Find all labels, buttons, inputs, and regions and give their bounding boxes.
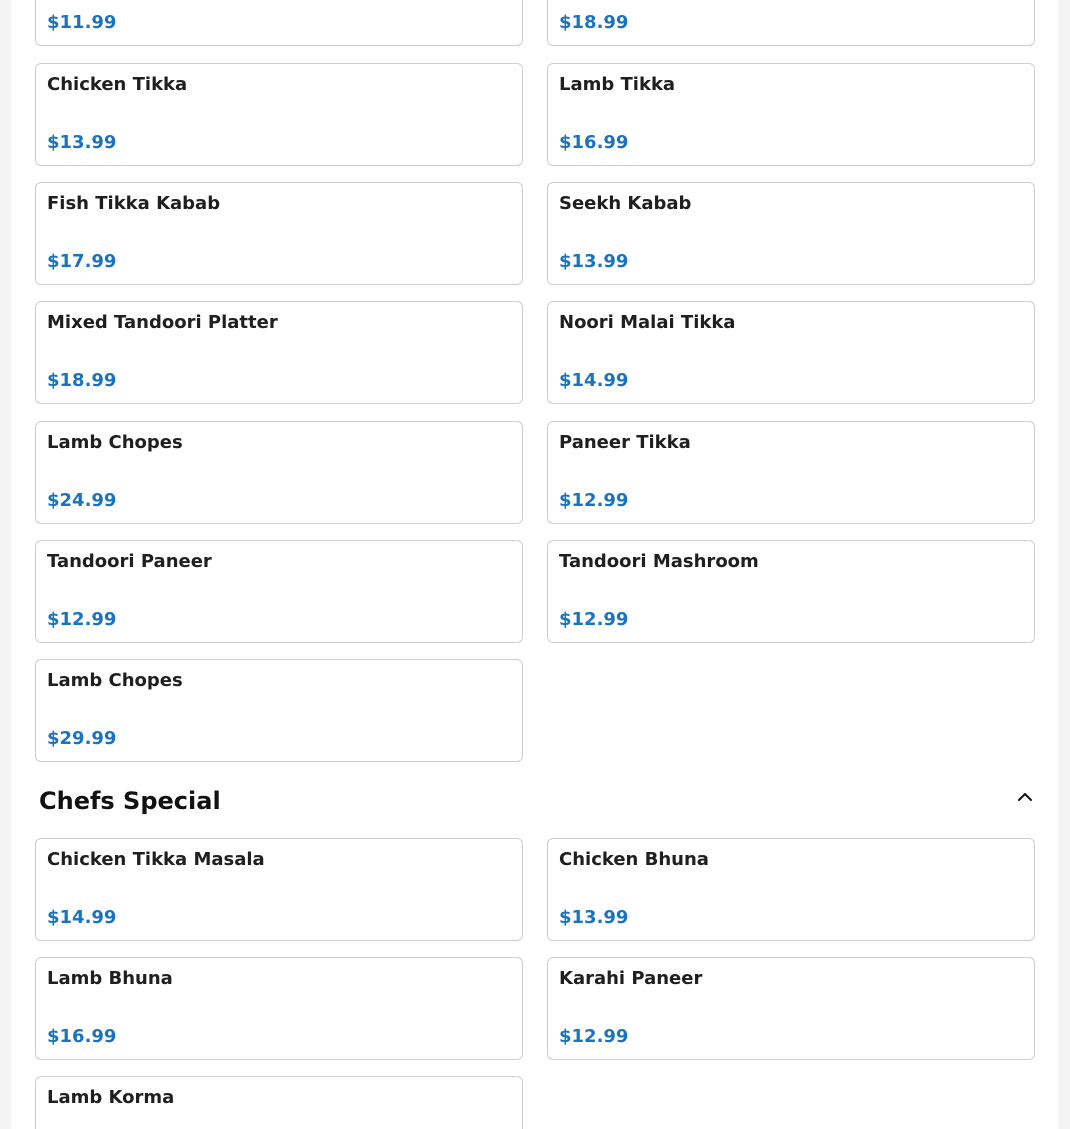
menu-item-card[interactable] [547,182,1035,285]
menu-item-name: Tandoori Paneer [47,551,212,572]
menu-item-name: Chicken Tikka [47,74,188,95]
menu-item-card[interactable] [35,63,523,166]
menu-item-card[interactable] [35,957,523,1060]
menu-item-name: Noori Malai Tikka [559,312,736,333]
menu-item-card[interactable] [547,0,1035,46]
menu-item-name: Fish Tikka Kabab [47,193,221,214]
menu-item-price: $17.99 [47,251,117,272]
menu-item-card[interactable] [35,421,523,524]
menu-item-name: Lamb Chopes [47,432,183,453]
section-title-chefs-special: Chefs Special [39,787,221,815]
menu-item-card[interactable] [547,540,1035,643]
menu-page [11,0,1058,1129]
menu-item-name: Chicken Tikka Masala [47,849,265,870]
menu-item-card[interactable] [547,421,1035,524]
menu-item-price: $29.99 [47,728,117,749]
menu-item-card[interactable] [547,63,1035,166]
menu-item-price: $14.99 [559,370,629,391]
menu-item-card[interactable] [547,957,1035,1060]
menu-item-card[interactable] [35,659,523,762]
menu-item-price: $13.99 [47,132,117,153]
menu-item-price: $13.99 [559,251,629,272]
menu-item-price: $12.99 [559,1026,629,1047]
menu-item-card[interactable] [35,301,523,404]
menu-item-name: Lamb Tikka [559,74,676,95]
menu-item-name: Karahi Paneer [559,968,703,989]
menu-item-card[interactable] [547,301,1035,404]
menu-item-name: Paneer Tikka [559,432,691,453]
menu-item-price: $12.99 [559,490,629,511]
menu-item-price: $13.99 [559,907,629,928]
menu-item-card[interactable] [35,838,523,941]
menu-item-price: $24.99 [47,490,117,511]
menu-item-name: Tandoori Mashroom [559,551,759,572]
menu-item-price: $12.99 [47,609,117,630]
menu-item-price: $14.99 [47,907,117,928]
menu-item-price: $18.99 [47,370,117,391]
menu-item-card[interactable] [35,540,523,643]
menu-item-name: Chicken Bhuna [559,849,709,870]
menu-item-card[interactable] [547,838,1035,941]
menu-item-card[interactable] [35,182,523,285]
menu-item-card[interactable] [35,1076,523,1129]
menu-item-price: $16.99 [559,132,629,153]
chevron-up-icon [1017,792,1033,802]
menu-item-price: $18.99 [559,12,629,33]
menu-item-price: $16.99 [47,1026,117,1047]
menu-item-name: Lamb Korma [47,1087,175,1108]
menu-item-name: Lamb Bhuna [47,968,173,989]
section-collapse-button[interactable] [1013,786,1037,808]
menu-item-name: Lamb Chopes [47,670,183,691]
menu-item-name: Seekh Kabab [559,193,692,214]
menu-item-price: $12.99 [559,609,629,630]
menu-item-price: $11.99 [47,12,117,33]
menu-item-card[interactable] [35,0,523,46]
menu-item-name: Mixed Tandoori Platter [47,312,278,333]
